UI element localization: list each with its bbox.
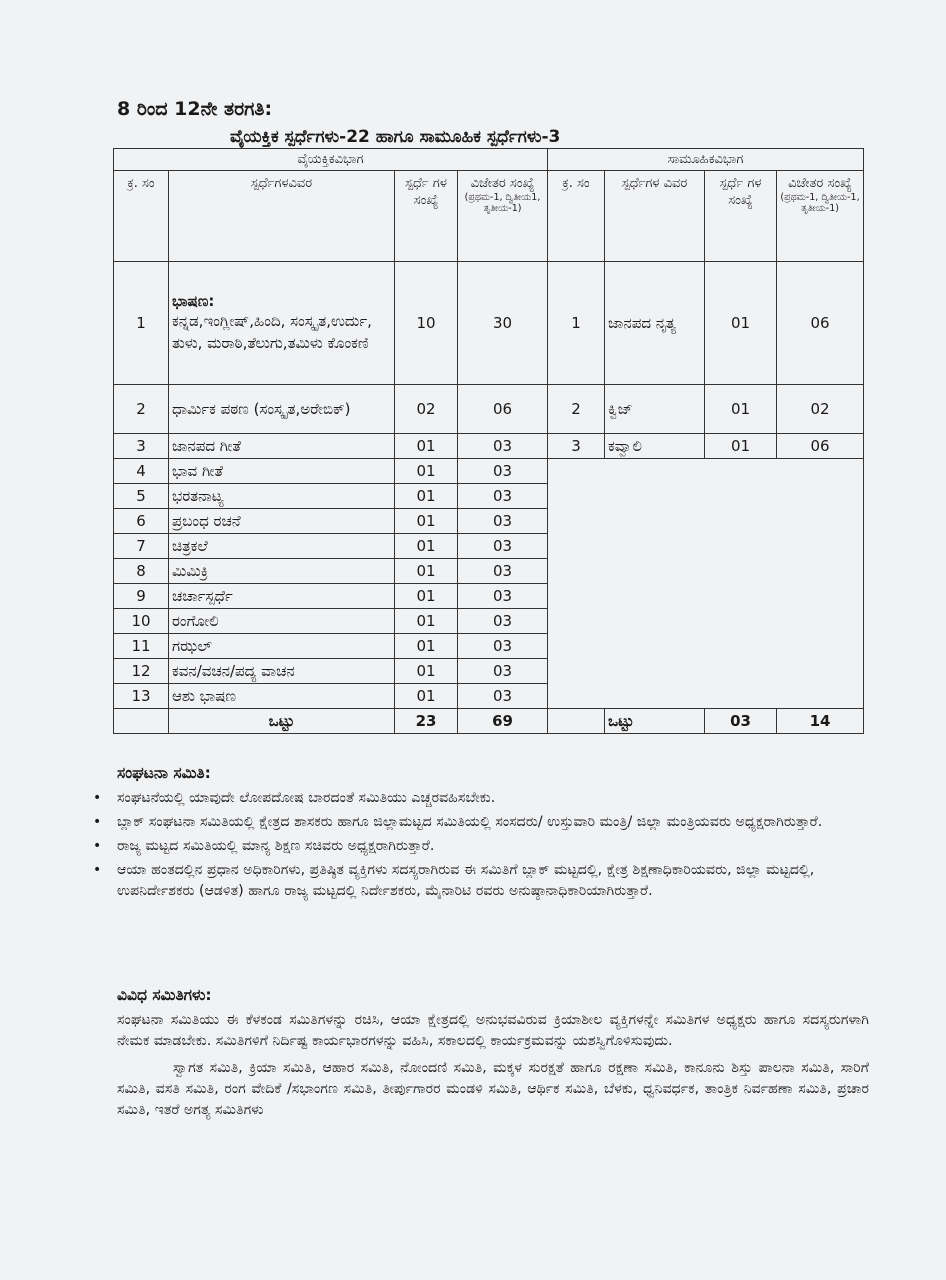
cell-sno: 7 [114,534,169,559]
table-row [114,434,864,459]
various-committees-title: ವಿವಿಧ ಸಮಿತಿಗಳು: [117,986,212,1004]
cell-team-event: ಕ್ವಿಜ್ [605,385,705,434]
cell-count: 01 [395,584,458,609]
cell-count: 10 [395,262,458,385]
cell-team-sno: 1 [548,262,605,385]
total-label: ಒಟ್ಟು [169,709,395,734]
header-sno: ಕ್ರ. ಸಂ [114,171,169,262]
header-team-sno: ಕ್ರ. ಸಂ [548,171,605,262]
header-event: ಸ್ಪರ್ಧೆಗಳವಿವರ [169,171,395,262]
cell-event: ಪ್ರಬಂಧ ರಚನೆ [169,509,395,534]
header-team-winners-label: ವಿಜೇತರ ಸಂಖ್ಯೆ [788,176,852,191]
total-ind-count: 23 [395,709,458,734]
cell-count: 01 [395,609,458,634]
cell-sno: 8 [114,559,169,584]
individual-section-header: ವೈಯಕ್ತಿಕವಿಭಾಗ [114,149,548,171]
committees-paragraph-2: ಸ್ವಾಗತ ಸಮಿತಿ, ಕ್ರಿಯಾ ಸಮಿತಿ, ಆಹಾರ ಸಮಿತಿ, ನೋಂದಣಿ ಸಮಿತಿ, ಮಕ್ಕಳ ಸುರಕ್ಷತೆ ಹಾಗೂ ರಕ್ಷಣಾ ಸಮಿತಿ, ಕಾನೂನು ಶಿಸ್ತು ಪಾಲನಾ ಸಮಿತಿ, ಸಾರಿಗೆ ಸಮಿತಿ, ವಸತಿ ಸಮಿತಿ, ರಂಗ ವೇದಿಕೆ /ಸಭಾಂಗಣ ಸಮಿತಿ, ತೀರ್ಪುಗಾರರ ಮಂಡಳಿ ಸಮಿತಿ, ಆರ್ಥಿಕ ಸಮಿತಿ, ಬೆಳಕು, ಧ್ವನಿವರ್ಧಕ, ತಾಂತ್ರಿಕ ನಿರ್ವಹಣಾ ಸಮಿತಿ, ಪ್ರಚಾರ ಸಮಿತಿ, ಇತರೆ ಅಗತ್ಯ ಸಮಿತಿಗಳು [117,1060,869,1118]
total-team-winners: 14 [777,709,864,734]
cell-sno: 13 [114,684,169,709]
table-row [114,459,864,484]
cell-event: ಭರತನಾಟ್ಯ [169,484,395,509]
cell-winners: 03 [458,584,548,609]
cell-event: ಭಾವ ಗೀತೆ [169,459,395,484]
cell-event: ಜಾನಪದ ಗೀತೆ [169,434,395,459]
cell-winners: 03 [458,484,548,509]
competitions-subtitle: ವೈಯಕ್ತಿಕ ಸ್ಪರ್ಧೆಗಳು-22 ಹಾಗೂ ಸಾಮೂಹಿಕ ಸ್ಪರ್ಧೆಗಳು-3 [230,127,561,147]
bullet-item: • ಬ್ಲಾಕ್ ಸಂಘಟನಾ ಸಮಿತಿಯಲ್ಲಿ ಕ್ಷೇತ್ರದ ಶಾಸಕರು ಹಾಗೂ ಜಿಲ್ಲಾಮಟ್ಟದ ಸಮಿತಿಯಲ್ಲಿ ಸಂಸದರು/ ಉಸ್ತುವಾರಿ ಮಂತ್ರಿ/ ಜಿಲ್ಲಾ ಮಂತ್ರಿಯವರು ಅಧ್ಯಕ್ಷರಾಗಿರುತ್ತಾರೆ. [117,812,869,833]
cell-winners: 03 [458,609,548,634]
cell-winners: 03 [458,684,548,709]
cell-empty [548,709,605,734]
cell-winners: 03 [458,459,548,484]
header-count: ಸ್ಪರ್ಧೆ ಗಳ ಸಂಖ್ಯೆ [395,171,458,262]
cell-event: ಮಿಮಿಕ್ರಿ [169,559,395,584]
cell-sno: 11 [114,634,169,659]
cell-event: ಚಿತ್ರಕಲೆ [169,534,395,559]
cell-team-count: 01 [705,262,777,385]
cell-event: ಗಝಲ್ [169,634,395,659]
cell-empty [114,709,169,734]
cell-event: ಚರ್ಚಾಸ್ಪರ್ಧೆ [169,584,395,609]
cell-sno: 6 [114,509,169,534]
competitions-table [113,148,864,734]
cell-winners: 30 [458,262,548,385]
team-section-header: ಸಾಮೂಹಿಕವಿಭಾಗ [548,149,864,171]
cell-team-count: 01 [705,385,777,434]
cell-count: 01 [395,484,458,509]
team-empty-block [548,459,864,709]
total-team-label: ಒಟ್ಟು [605,709,705,734]
cell-count: 01 [395,559,458,584]
committees-paragraph-1: ಸಂಘಟನಾ ಸಮಿತಿಯು ಈ ಕೆಳಕಂಡ ಸಮಿತಿಗಳನ್ನು ರಚಿಸಿ, ಆಯಾ ಕ್ಷೇತ್ರದಲ್ಲಿ ಅನುಭವವಿರುವ ಕ್ರಿಯಾಶೀಲ ವ್ಯಕ್ತಿಗಳನ್ನೇ ಸಮಿತಿಗಳ ಅಧ್ಯಕ್ಷರು ಹಾಗೂ ಸದಸ್ಯರುಗಳಾಗಿ ನೇಮಕ ಮಾಡಬೇಕು. ಸಮಿತಿಗಳಿಗೆ ನಿರ್ದಿಷ್ಟ ಕಾರ್ಯಭಾರಗಳನ್ನು ವಹಿಸಿ, ಸಕಾಲದಲ್ಲಿ ಕಾರ್ಯಕ್ರಮವನ್ನು ಯಶಸ್ವಿಗೊಳಿಸುವುದು. [117,1012,869,1049]
header-team-event: ಸ್ಪರ್ಧೆಗಳ ವಿವರ [605,171,705,262]
bullet-item: • ಸಂಘಟನೆಯಲ್ಲಿ ಯಾವುದೇ ಲೋಪದೋಷ ಬಾರದಂತೆ ಸಮಿತಿಯು ಎಚ್ಚರವಹಿಸಬೇಕು. [117,788,869,809]
cell-sno: 1 [114,262,169,385]
cell-count: 01 [395,534,458,559]
header-winners [458,171,548,262]
cell-event: ರಂಗೋಲಿ [169,609,395,634]
cell-event [169,262,395,385]
cell-count: 01 [395,634,458,659]
cell-team-sno: 3 [548,434,605,459]
cell-event-title: ಭಾಷಣ: [172,292,215,310]
various-committees-section [117,985,869,1127]
cell-event-text: ಕನ್ನಡ,ಇಂಗ್ಲೀಷ್,ಹಿಂದಿ, ಸಂಸ್ಕೃತ,ಉರ್ದು, ತುಳು, ಮರಾಠಿ,ತೆಲುಗು,ತಮಿಳು ಕೊಂಕಣಿ [172,312,372,352]
cell-team-event: ಜಾನಪದ ನೃತ್ಯ [605,262,705,385]
cell-winners: 06 [458,385,548,434]
cell-team-winners: 06 [777,262,864,385]
cell-sno: 3 [114,434,169,459]
organizing-committee-title: ಸಂಘಟನಾ ಸಮಿತಿ: [117,764,211,782]
header-team-count: ಸ್ಪರ್ಧೆ ಗಳ ಸಂಖ್ಯೆ [705,171,777,262]
total-ind-winners: 69 [458,709,548,734]
cell-sno: 9 [114,584,169,609]
bullet-item: • ರಾಜ್ಯ ಮಟ್ಟದ ಸಮಿತಿಯಲ್ಲಿ ಮಾನ್ಯ ಶಿಕ್ಷಣ ಸಚಿವರು ಅಧ್ಯಕ್ಷರಾಗಿರುತ್ತಾರೆ. [117,836,869,857]
cell-winners: 03 [458,534,548,559]
table-row [114,262,864,385]
bullet-item: • ಆಯಾ ಹಂತದಲ್ಲಿನ ಪ್ರಧಾನ ಅಧಿಕಾರಿಗಳು, ಪ್ರತಿಷ್ಠಿತ ವ್ಯಕ್ತಿಗಳು ಸದಸ್ಯರಾಗಿರುವ ಈ ಸಮಿತಿಗೆ ಬ್ಲಾಕ್ ಮಟ್ಟದಲ್ಲಿ, ಕ್ಷೇತ್ರ ಶಿಕ್ಷಣಾಧಿಕಾರಿಯವರು, ಜಿಲ್ಲಾ ಮಟ್ಟದಲ್ಲಿ, ಉಪನಿರ್ದೇಶಕರು (ಆಡಳಿತ) ಹಾಗೂ ರಾಜ್ಯ ಮಟ್ಟದಲ್ಲಿ ನಿರ್ದೇಶಕರು, ಮೈನಾರಿಟಿ ರವರು ಅನುಷ್ಠಾನಾಧಿಕಾರಿಯಾಗಿರುತ್ತಾರೆ. [117,860,869,902]
cell-event: ಕವನ/ವಚನ/ಪದ್ಯ ವಾಚನ [169,659,395,684]
cell-sno: 12 [114,659,169,684]
cell-count: 01 [395,684,458,709]
total-team-count: 03 [705,709,777,734]
grade-heading: 8 ರಿಂದ 12ನೇ ತರಗತಿ: [117,98,273,120]
header-winners-note: (ಪ್ರಥಮ-1, ದ್ವಿತೀಯ1, ತೃತೀಯ-1) [464,192,541,214]
cell-count: 01 [395,459,458,484]
totals-row [114,709,864,734]
header-team-winners [777,171,864,262]
cell-winners: 03 [458,659,548,684]
organizing-bullet-list [117,788,869,902]
cell-count: 01 [395,434,458,459]
cell-sno: 2 [114,385,169,434]
cell-team-sno: 2 [548,385,605,434]
cell-winners: 03 [458,559,548,584]
cell-winners: 03 [458,509,548,534]
cell-event: ಆಶು ಭಾಷಣ [169,684,395,709]
cell-count: 02 [395,385,458,434]
cell-team-winners: 02 [777,385,864,434]
organizing-committee-section [117,763,869,905]
cell-count: 01 [395,659,458,684]
cell-winners: 03 [458,634,548,659]
cell-winners: 03 [458,434,548,459]
cell-team-winners: 06 [777,434,864,459]
cell-sno: 5 [114,484,169,509]
header-winners-label: ವಿಜೇತರ ಸಂಖ್ಯೆ [470,176,535,191]
cell-event: ಧಾರ್ಮಿಕ ಪಠಣ (ಸಂಸ್ಕೃತ,ಅರೇಬಿಕ್) [169,385,395,434]
cell-sno: 4 [114,459,169,484]
cell-count: 01 [395,509,458,534]
cell-team-event: ಕವ್ವಾಲಿ [605,434,705,459]
header-team-winners-note: (ಪ್ರಥಮ-1, ದ್ವಿತೀಯ-1, ತೃತೀಯ-1) [780,192,860,214]
cell-team-count: 01 [705,434,777,459]
cell-sno: 10 [114,609,169,634]
table-row [114,385,864,434]
